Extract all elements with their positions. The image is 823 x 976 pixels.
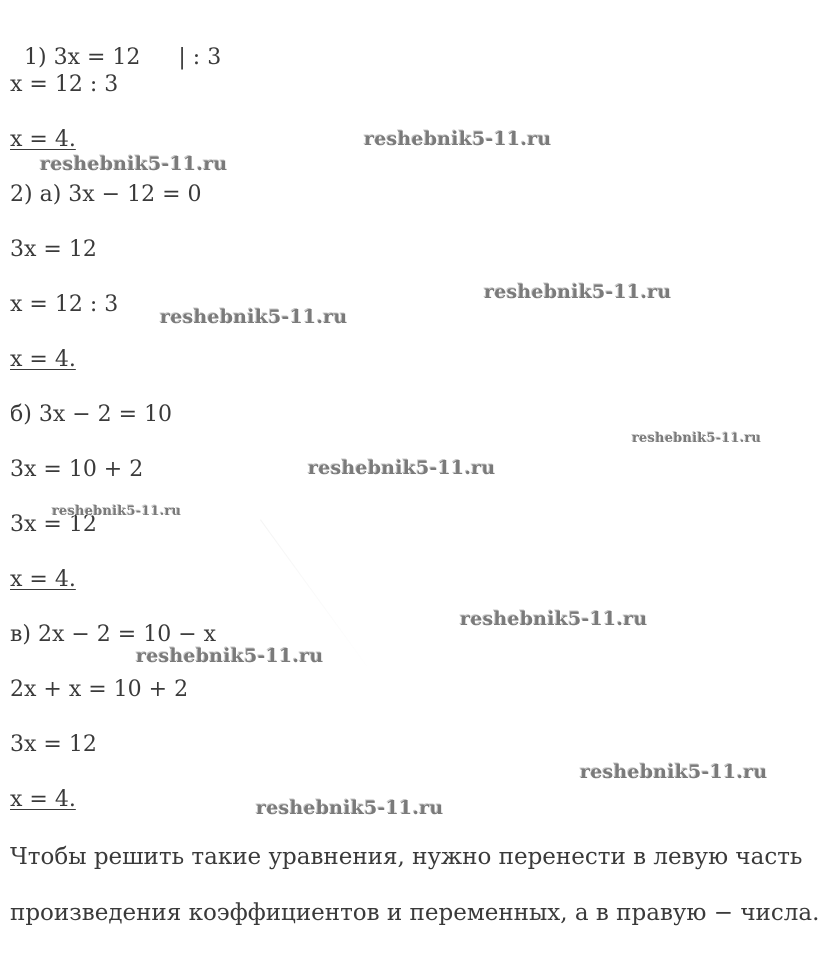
answer-line-2c: x = 4. bbox=[10, 787, 76, 812]
equation-line-2: x = 12 : 3 bbox=[10, 72, 119, 97]
equation-1-divisor: | : 3 bbox=[178, 45, 222, 70]
equation-line-2c-3: 3x = 12 bbox=[10, 732, 97, 757]
answer-line-2a: x = 4. bbox=[10, 347, 76, 372]
watermark: reshebnik5-11.ru bbox=[52, 504, 182, 519]
equation-line-2c-2: 2x + x = 10 + 2 bbox=[10, 677, 189, 702]
answer-line-1: x = 4. bbox=[10, 127, 76, 152]
equation-line-2a-2: 3x = 12 bbox=[10, 237, 97, 262]
watermark: reshebnik5-11.ru bbox=[40, 153, 228, 175]
answer-line-2b: x = 4. bbox=[10, 567, 76, 592]
explanation-line-1: Чтобы решить такие уравнения, нужно перенести в левую часть bbox=[10, 844, 803, 870]
equation-1-text: 1) 3x = 12 bbox=[24, 45, 141, 70]
watermark: reshebnik5-11.ru bbox=[484, 281, 672, 303]
equation-line-2c-1: в) 2x − 2 = 10 − x bbox=[10, 622, 217, 647]
watermark: reshebnik5-11.ru bbox=[308, 457, 496, 479]
equation-line-2a-1: 2) а) 3x − 12 = 0 bbox=[10, 182, 202, 207]
equation-line-1 bbox=[10, 16, 221, 72]
equation-line-2b-3: 3x = 12 bbox=[10, 512, 97, 537]
watermark: reshebnik5-11.ru bbox=[632, 431, 762, 446]
equation-line-2b-2: 3x = 10 + 2 bbox=[10, 457, 144, 482]
equation-line-2a-3: x = 12 : 3 bbox=[10, 292, 119, 317]
watermark: reshebnik5-11.ru bbox=[460, 608, 648, 630]
watermark: reshebnik5-11.ru bbox=[364, 128, 552, 150]
equation-line-2b-1: б) 3x − 2 = 10 bbox=[10, 402, 173, 427]
watermark: reshebnik5-11.ru bbox=[160, 306, 348, 328]
watermark: reshebnik5-11.ru bbox=[580, 761, 768, 783]
watermark: reshebnik5-11.ru bbox=[136, 645, 324, 667]
watermark: reshebnik5-11.ru bbox=[256, 797, 444, 819]
explanation-line-2: произведения коэффициентов и переменных, а в правую − числа. bbox=[10, 900, 820, 926]
